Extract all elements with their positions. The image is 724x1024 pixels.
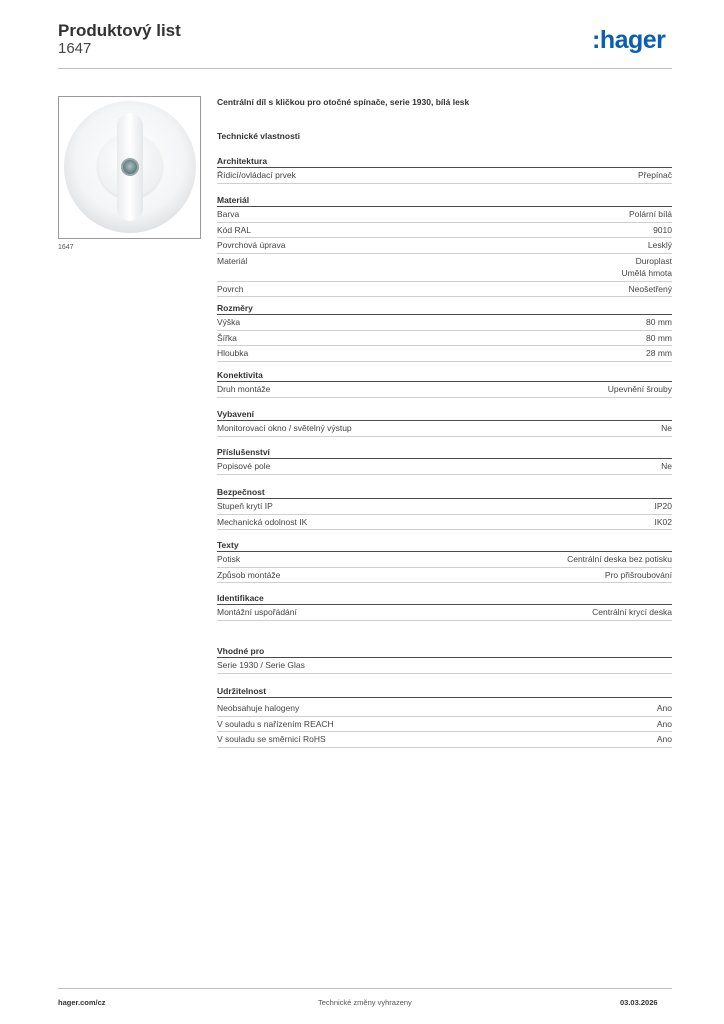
- spec-row: [217, 717, 672, 733]
- spec-group-title: Rozměry: [217, 302, 672, 315]
- image-caption: 1647: [58, 244, 74, 251]
- spec-value: Centrální deska bez potisku: [567, 554, 672, 564]
- product-number: 1647: [58, 40, 92, 57]
- spec-value: 80 mm: [646, 332, 672, 343]
- spec-group-konektivita: [217, 369, 672, 398]
- spec-value: Duroplast Umělá hmota: [621, 255, 672, 278]
- spec-row: [217, 207, 672, 223]
- spec-label: Hloubka: [217, 348, 249, 358]
- header-divider: [58, 68, 672, 69]
- spec-value: Polární bílá: [629, 209, 672, 219]
- spec-value: Ano: [656, 734, 672, 744]
- product-photo-rotary-knob: [64, 101, 196, 233]
- spec-group-vhodne-pro: [217, 645, 672, 674]
- spec-row: [217, 515, 672, 531]
- spec-value: Ne: [661, 423, 672, 433]
- spec-value: Ano: [656, 718, 672, 729]
- spec-label: Způsob montáže: [217, 569, 281, 580]
- spec-value: IP20: [654, 501, 672, 511]
- spec-value: Centrální krycí deska: [592, 607, 672, 617]
- spec-row: [217, 254, 672, 282]
- spec-group-bezpecnost: [217, 486, 672, 530]
- spec-label: Monitorovací okno / světelný výstup: [217, 423, 352, 433]
- spec-label: Stupeň krytí IP: [217, 501, 273, 511]
- spec-row: [217, 701, 672, 717]
- spec-value: 80 mm: [646, 317, 672, 327]
- spec-group-texty: [217, 539, 672, 583]
- spec-row: [217, 315, 672, 331]
- spec-row: [217, 282, 672, 298]
- spec-label: Materiál: [217, 255, 248, 266]
- spec-row: [217, 459, 672, 475]
- spec-value: Ano: [656, 703, 672, 713]
- footer-date: 03.03.2026: [620, 998, 658, 1007]
- spec-group-material: [217, 194, 672, 297]
- spec-row: [217, 238, 672, 254]
- spec-row: [217, 499, 672, 515]
- knob-window: [121, 158, 139, 176]
- spec-group-title: Bezpečnost: [217, 486, 672, 499]
- footer-notice: Technické změny vyhrazeny: [318, 998, 412, 1007]
- spec-value: Upevnění šrouby: [607, 384, 672, 394]
- spec-label: Montážní uspořádání: [217, 607, 297, 617]
- spec-group-title: Vybavení: [217, 408, 672, 421]
- spec-label: Šířka: [217, 332, 237, 343]
- spec-row: [217, 223, 672, 239]
- spec-row: [217, 605, 672, 621]
- spec-row: [217, 732, 672, 748]
- spec-group-title: Konektivita: [217, 369, 672, 382]
- spec-label: V souladu se směrnicí RoHS: [217, 734, 326, 744]
- spec-group-architektura: [217, 155, 672, 184]
- spec-value: Lesklý: [647, 240, 672, 250]
- spec-label: Povrch: [217, 283, 244, 294]
- spec-label: Výška: [217, 317, 241, 327]
- spec-group-rozmery: [217, 302, 672, 362]
- spec-label: Druh montáže: [217, 384, 271, 394]
- spec-label: Povrchová úprava: [217, 240, 286, 250]
- spec-value: 28 mm: [646, 348, 672, 358]
- spec-label: Řídicí/ovládací prvek: [217, 170, 296, 180]
- footer-divider: [58, 988, 672, 989]
- spec-group-title: Materiál: [217, 194, 672, 207]
- spec-row: [217, 168, 672, 184]
- footer-website-link[interactable]: hager.com/cz: [58, 998, 106, 1007]
- spec-value: Pro přišroubování: [604, 569, 672, 580]
- spec-row: [217, 331, 672, 347]
- spec-label: Barva: [217, 209, 240, 219]
- spec-group-prislusenstvi: [217, 446, 672, 475]
- spec-value: IK02: [654, 516, 672, 527]
- spec-row: [217, 568, 672, 584]
- page-title: Produktový list: [58, 21, 181, 40]
- product-image: [58, 96, 201, 239]
- spec-label: V souladu s nařízením REACH: [217, 718, 334, 729]
- spec-value: Přepínač: [637, 170, 672, 180]
- spec-label: Popisové pole: [217, 461, 271, 471]
- spec-value: Ne: [661, 461, 672, 471]
- spec-group-vybaveni: [217, 408, 672, 437]
- hager-logo: :hager: [592, 26, 666, 54]
- spec-group-udrzitelnost: [217, 685, 672, 748]
- spec-label: Neobsahuje halogeny: [217, 703, 300, 713]
- spec-label: Kód RAL: [217, 224, 252, 235]
- section-heading: Technické vlastnosti: [217, 131, 300, 141]
- spec-group-title: Udržitelnost: [217, 685, 672, 698]
- spec-value: 9010: [653, 224, 672, 235]
- spec-group-title: Texty: [217, 539, 672, 552]
- product-title: Centrální díl s kličkou pro otočné spínače, serie 1930, bílá lesk: [217, 97, 470, 107]
- spec-group-title: Vhodné pro: [217, 645, 672, 658]
- spec-label: Mechanická odolnost IK: [217, 516, 308, 527]
- spec-group-title: Architektura: [217, 155, 672, 168]
- spec-group-identifikace: [217, 592, 672, 621]
- spec-row: [217, 346, 672, 362]
- spec-group-title: Identifikace: [217, 592, 672, 605]
- spec-label: Potisk: [217, 554, 241, 564]
- spec-value: Neošetřený: [628, 283, 672, 294]
- spec-row: [217, 552, 672, 568]
- spec-row: [217, 421, 672, 437]
- spec-row: [217, 382, 672, 398]
- spec-row: [217, 658, 672, 674]
- spec-group-title: Příslušenství: [217, 446, 672, 459]
- spec-label: Serie 1930 / Serie Glas: [217, 660, 305, 670]
